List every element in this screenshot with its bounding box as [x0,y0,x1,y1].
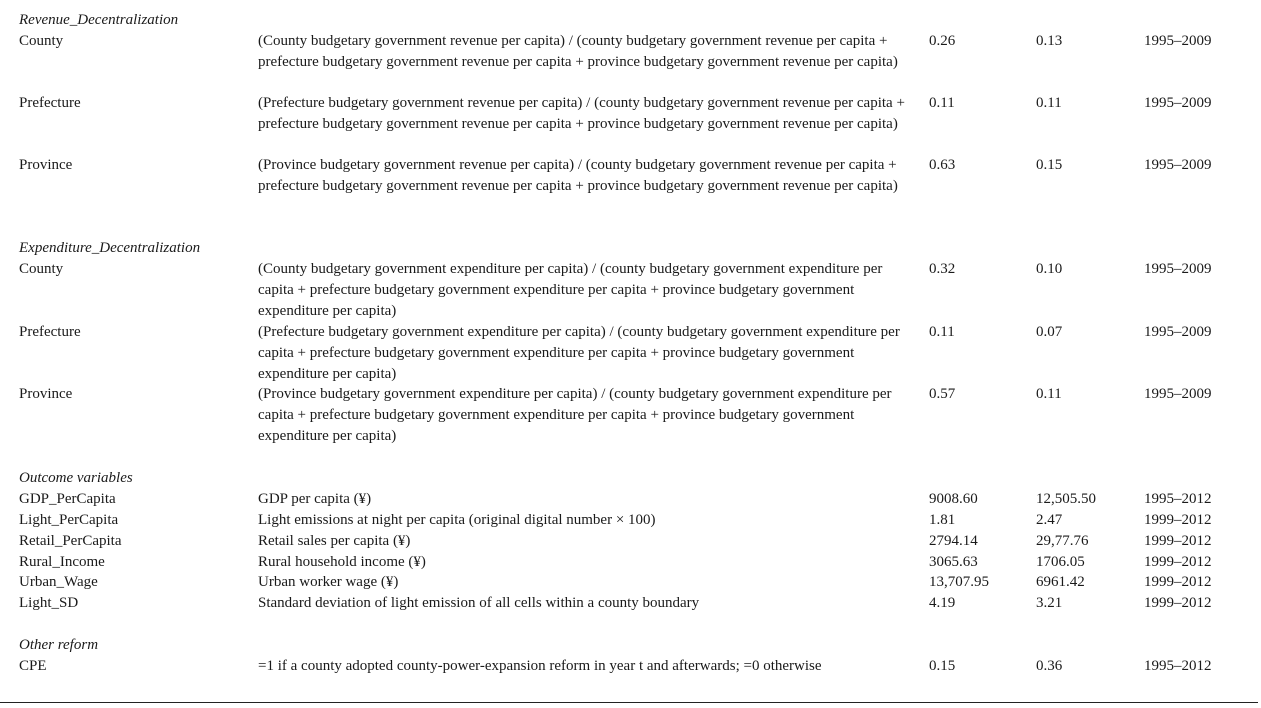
variable-definition: Urban worker wage (¥) [258,574,399,590]
variable-definition: Rural household income (¥) [258,554,426,570]
section-title: Other reform [19,637,99,653]
period-value: 1995–2009 [1144,324,1212,340]
variable-definition: (Province budgetary government expenditure per capita) / (county budgetary government expenditure per capita + prefecture budgetary government expenditure per capita + province budgetary government expenditure per capita) [258,386,892,444]
sd-value: 3.21 [1036,595,1063,611]
period-value: 1995–2009 [1144,261,1212,277]
period-value: 1995–2009 [1144,157,1212,173]
variable-name: Light_SD [19,595,79,611]
sd-value: 29,77.76 [1036,533,1089,549]
sd-value: 0.11 [1036,95,1062,111]
variable-definition: (Prefecture budgetary government expenditure per capita) / (county budgetary government expenditure per capita + prefecture budgetary government expenditure per capita + province budgetary government expenditure per capita) [258,324,900,382]
period-value: 1995–2009 [1144,33,1212,49]
mean-value: 0.63 [929,157,956,173]
table-bottom-rule [0,702,1258,703]
section-title: Revenue_Decentralization [19,12,179,28]
mean-value: 13,707.95 [929,574,989,590]
sd-value: 12,505.50 [1036,491,1096,507]
sd-value: 1706.05 [1036,554,1085,570]
variable-definition: (Province budgetary government revenue per capita) / (county budgetary government revenue per capita + prefecture budgetary government revenue per capita + province budgetary government revenue per capita) [258,157,898,194]
variable-name: Prefecture [19,324,81,340]
period-value: 1999–2012 [1144,533,1212,549]
variable-name: CPE [19,658,47,674]
period-value: 1999–2012 [1144,574,1212,590]
mean-value: 0.15 [929,658,956,674]
mean-value: 0.11 [929,95,955,111]
sd-value: 6961.42 [1036,574,1085,590]
variable-definition: (County budgetary government expenditure per capita) / (county budgetary government expenditure per capita + prefecture budgetary government expenditure per capita + province budgetary government expenditure per capita) [258,261,883,319]
variable-name: Retail_PerCapita [19,533,122,549]
period-value: 1995–2009 [1144,386,1212,402]
variable-definition: Retail sales per capita (¥) [258,533,411,549]
section-title: Expenditure_Decentralization [19,240,201,256]
variable-name: Province [19,157,73,173]
mean-value: 0.57 [929,386,956,402]
variable-name: GDP_PerCapita [19,491,116,507]
sd-value: 0.15 [1036,157,1063,173]
period-value: 1995–2012 [1144,491,1212,507]
section-title: Outcome variables [19,470,133,486]
variable-name: County [19,261,64,277]
variable-name: Province [19,386,73,402]
variable-definition: =1 if a county adopted county-power-expansion reform in year t and afterwards; =0 otherwise [258,658,822,674]
period-value: 1999–2012 [1144,512,1212,528]
period-value: 1995–2012 [1144,658,1212,674]
sd-value: 2.47 [1036,512,1063,528]
sd-value: 0.10 [1036,261,1063,277]
variable-name: County [19,33,64,49]
sd-value: 0.11 [1036,386,1062,402]
variable-definition: (Prefecture budgetary government revenue per capita) / (county budgetary government revenue per capita + prefecture budgetary government revenue per capita + province budgetary government revenue per capita) [258,95,905,132]
mean-value: 0.32 [929,261,956,277]
period-value: 1999–2012 [1144,595,1212,611]
variable-name: Rural_Income [19,554,105,570]
mean-value: 0.26 [929,33,956,49]
mean-value: 2794.14 [929,533,978,549]
variable-definition: GDP per capita (¥) [258,491,372,507]
mean-value: 0.11 [929,324,955,340]
variable-definition: (County budgetary government revenue per capita) / (county budgetary government revenue per capita + prefecture budgetary government revenue per capita + province budgetary government revenue per capita) [258,33,898,70]
variable-name: Light_PerCapita [19,512,119,528]
mean-value: 9008.60 [929,491,978,507]
variable-name: Prefecture [19,95,81,111]
sd-value: 0.07 [1036,324,1063,340]
sd-value: 0.36 [1036,658,1063,674]
variable-name: Urban_Wage [19,574,98,590]
sd-value: 0.13 [1036,33,1063,49]
mean-value: 1.81 [929,512,956,528]
mean-value: 3065.63 [929,554,978,570]
period-value: 1995–2009 [1144,95,1212,111]
mean-value: 4.19 [929,595,956,611]
variable-definition: Standard deviation of light emission of all cells within a county boundary [258,595,700,611]
period-value: 1999–2012 [1144,554,1212,570]
variable-definition: Light emissions at night per capita (original digital number × 100) [258,512,656,528]
